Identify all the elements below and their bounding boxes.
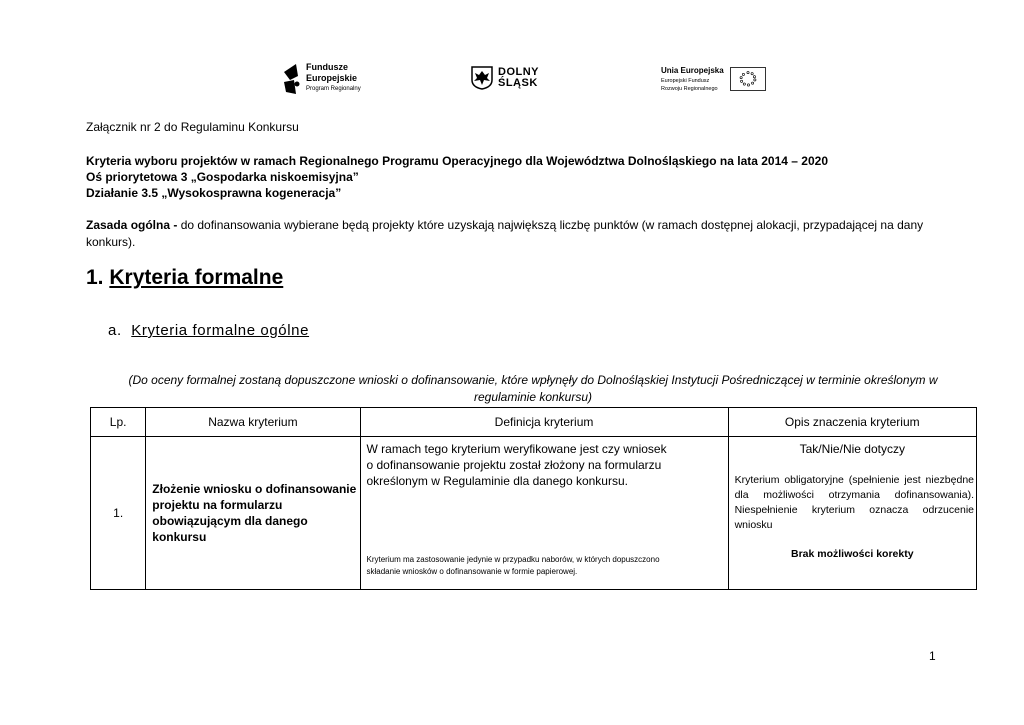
general-rule-continuation: konkurs). (86, 235, 136, 249)
answer-options: Tak/Nie/Nie dotyczy (799, 442, 905, 456)
general-rule-text: do dofinansowania wybierane będą projekty które uzyskają największą liczbę punktów (w ramach dostępnej alokacji, przypadającej na dany (177, 218, 924, 232)
attachment-label: Załącznik nr 2 do Regulaminu Konkursu (86, 120, 299, 134)
ds-logo-line2: ŚLĄSK (498, 77, 538, 89)
definition-line1: W ramach tego kryterium weryfikowane jest czy wniosek (366, 442, 667, 456)
criterion-name-line1: Złożenie wniosku o dofinansowanie (152, 482, 357, 496)
header-definicja: Definicja kryterium (360, 408, 728, 437)
unia-europejska-logo (661, 67, 766, 93)
subsection-heading (108, 322, 309, 339)
criterion-name-line3: obowiązującym dla danego konkursu (152, 514, 308, 544)
row-lp: 1. (91, 437, 146, 590)
header-opis: Opis znaczenia kryterium (728, 408, 976, 437)
eligibility-note-line2: regulaminie konkursu) (473, 390, 593, 404)
dolny-slask-logo (471, 66, 539, 90)
eagle-shield-icon (471, 66, 493, 90)
general-rule-label: Zasada ogólna - (86, 218, 178, 232)
criterion-name-line2: projektu na formularzu (152, 498, 283, 512)
table-row (91, 437, 977, 590)
row-definition (360, 437, 728, 590)
definition-line2: o dofinansowanie projektu został złożony na formularzu (366, 458, 662, 472)
eligibility-note-line1: (Do oceny formalnej zostaną dopuszczone wnioski o dofinansowanie, które wpłynęły do Dolnośląskiej Instytucji Pośredniczącej w terminie określonym w (128, 373, 938, 387)
table-header-row (91, 408, 977, 437)
page-number: 1 (929, 649, 936, 663)
fundusze-europejskie-emblem-icon (282, 62, 300, 96)
definition-text (367, 441, 717, 489)
logo-bar (0, 60, 1024, 98)
ue-logo-line3: Rozwoju Regionalnego (661, 86, 718, 92)
definition-footnote (367, 554, 717, 578)
fe-logo-line2: Europejskie (306, 73, 358, 83)
header-lp: Lp. (91, 408, 146, 437)
row-description (728, 437, 976, 590)
section-number: 1. (86, 266, 110, 289)
fe-logo-line1: Fundusze (306, 62, 348, 72)
action-title: Działanie 3.5 „Wysokosprawna kogeneracja” (86, 186, 342, 200)
definition-footnote-line1: Kryterium ma zastosowanie jedynie w przypadku naborów, w których dopuszczono (366, 555, 660, 564)
document-title: Kryteria wyboru projektów w ramach Regionalnego Programu Operacyjnego dla Województwa Dolnośląskiego na lata 2014 – 2020 (86, 154, 828, 168)
row-criterion-name (146, 437, 360, 590)
no-correction-label: Brak możliwości korekty (791, 548, 914, 560)
fe-logo-line3: Program Regionalny (306, 86, 361, 92)
definition-footnote-line2: składanie wniosków o dofinansowanie w formie papierowej. (366, 567, 578, 576)
subsection-letter: a. (108, 322, 132, 339)
criteria-table (90, 407, 977, 590)
ue-logo-line2: Europejski Fundusz (661, 78, 710, 84)
fundusze-europejskie-logo (282, 62, 361, 96)
ue-logo-line1: Unia Europejska (661, 66, 724, 75)
priority-axis: Oś priorytetowa 3 „Gospodarka niskoemisyjna” (86, 170, 359, 184)
section-heading (86, 266, 283, 290)
section-title: Kryteria formalne (109, 266, 284, 289)
general-rule (86, 217, 923, 234)
ds-logo-line1: DOLNY (498, 66, 539, 78)
obligatory-description: Kryterium obligatoryjne (spełnienie jest niezbędne dla możliwości otrzymania dofinansowania). Niespełnienie kryterium oznacza odrzucenie wniosku (734, 474, 974, 531)
definition-line3: określonym w Regulaminie dla danego konkursu. (366, 474, 628, 488)
header-nazwa: Nazwa kryterium (146, 408, 360, 437)
subsection-title: Kryteria formalne ogólne (131, 322, 310, 339)
eu-flag-icon (730, 67, 766, 91)
